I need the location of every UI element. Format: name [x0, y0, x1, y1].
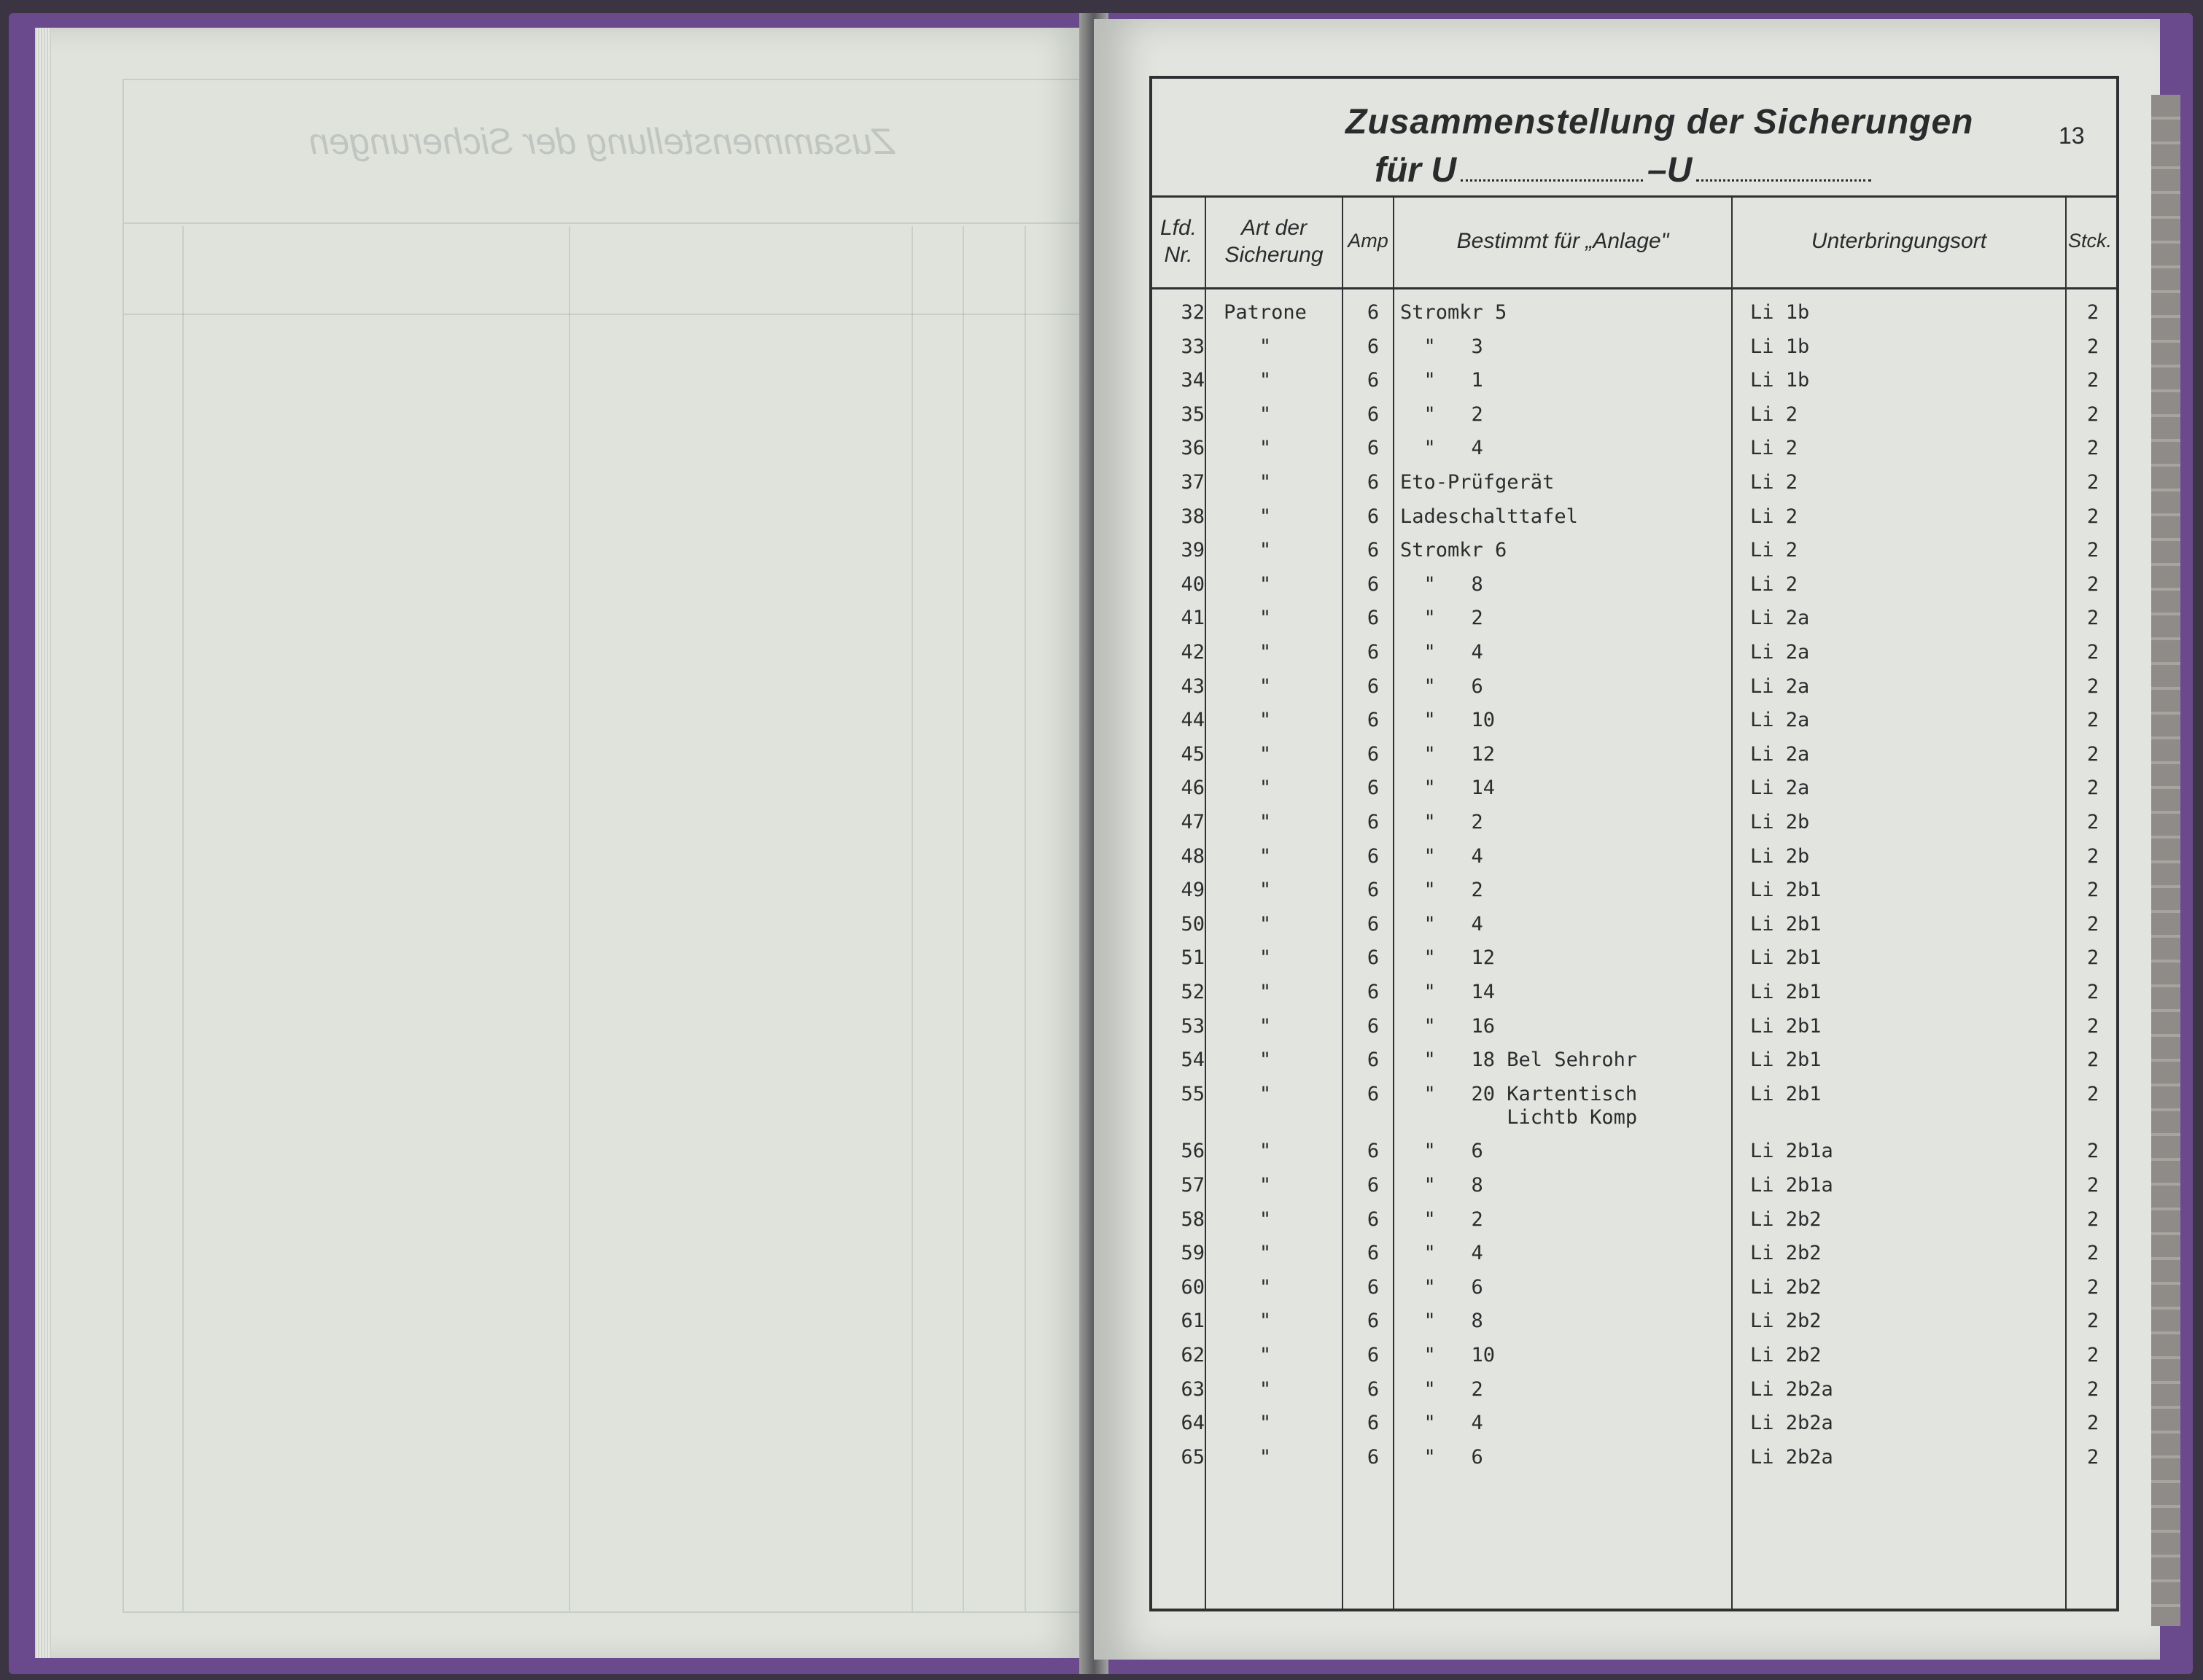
- row-stck: 2: [2086, 879, 2099, 902]
- row-nr: 37: [1181, 471, 1205, 494]
- row-stck: 2: [2086, 1082, 2099, 1105]
- row-stck: 2: [2086, 844, 2099, 868]
- table-row: [1152, 845, 2116, 879]
- row-ort: Li 2b2: [1750, 1242, 1822, 1265]
- row-amp: 6: [1367, 607, 1380, 630]
- row-anlage: " 10: [1400, 1344, 1496, 1366]
- row-art: ": [1259, 539, 1272, 562]
- row-art: ": [1259, 1377, 1272, 1401]
- row-anlage: Eto-Prüfgerät: [1400, 471, 1555, 494]
- table-row: [1152, 641, 2116, 674]
- row-art: ": [1259, 335, 1272, 358]
- row-art: ": [1259, 1049, 1272, 1072]
- table-row: [1152, 1049, 2116, 1082]
- row-amp: 6: [1367, 301, 1380, 324]
- row-nr: 48: [1181, 844, 1205, 868]
- row-anlage: Stromkr 5: [1400, 301, 1507, 324]
- row-stck: 2: [2086, 1412, 2099, 1435]
- row-anlage: " 3: [1400, 335, 1483, 358]
- row-ort: Li 2b: [1750, 844, 1810, 868]
- row-anlage: " 2: [1400, 402, 1483, 426]
- row-nr: 40: [1181, 572, 1205, 596]
- table-row: [1152, 335, 2116, 369]
- row-amp: 6: [1367, 811, 1380, 833]
- page-edges: [35, 28, 51, 1658]
- row-amp: 6: [1367, 402, 1380, 426]
- row-amp: 6: [1367, 471, 1380, 494]
- row-stck: 2: [2086, 1242, 2099, 1265]
- row-amp: 6: [1367, 437, 1380, 460]
- row-art: ": [1259, 981, 1272, 1003]
- ghost-vline: [569, 226, 570, 1611]
- row-nr: 62: [1181, 1344, 1205, 1366]
- row-ort: Li 2b2: [1750, 1208, 1822, 1231]
- table-row: [1152, 539, 2116, 572]
- row-nr: 56: [1181, 1140, 1205, 1163]
- row-anlage: " 4: [1400, 1242, 1483, 1265]
- left-page-bleedthrough: [35, 28, 1085, 1658]
- header-ort: Unterbringungsort: [1811, 229, 1987, 254]
- row-art: ": [1259, 1344, 1272, 1366]
- row-art: ": [1259, 946, 1272, 970]
- row-ort: Li 2b: [1750, 811, 1810, 833]
- row-stck: 2: [2086, 572, 2099, 596]
- row-amp: 6: [1367, 1275, 1380, 1299]
- row-anlage: Stromkr 6: [1400, 539, 1507, 562]
- page-number: 13: [2059, 122, 2085, 149]
- row-anlage: " 14: [1400, 777, 1496, 800]
- row-amp: 6: [1367, 912, 1380, 936]
- row-nr: 50: [1181, 912, 1205, 936]
- row-amp: 6: [1367, 1140, 1380, 1163]
- row-amp: 6: [1367, 777, 1380, 800]
- row-art: ": [1259, 607, 1272, 630]
- row-amp: 6: [1367, 1174, 1380, 1197]
- row-anlage: " 18 Bel Sehrohr: [1400, 1049, 1638, 1072]
- row-amp: 6: [1367, 641, 1380, 664]
- row-art: ": [1259, 471, 1272, 494]
- row-stck: 2: [2086, 1174, 2099, 1197]
- table-row: [1152, 471, 2116, 505]
- row-nr: 51: [1181, 946, 1205, 970]
- row-amp: 6: [1367, 742, 1380, 766]
- ghost-vline: [963, 226, 964, 1611]
- row-ort: Li 2b2: [1750, 1310, 1822, 1333]
- row-art: ": [1259, 811, 1272, 833]
- table-row: [1152, 946, 2116, 980]
- row-ort: Li 2: [1750, 572, 1798, 596]
- row-stck: 2: [2086, 1208, 2099, 1231]
- row-nr: 35: [1181, 402, 1205, 426]
- row-stck: 2: [2086, 301, 2099, 324]
- row-art: ": [1259, 1445, 1272, 1469]
- row-stck: 2: [2086, 437, 2099, 460]
- row-art: ": [1259, 1082, 1272, 1105]
- row-nr: 53: [1181, 1014, 1205, 1038]
- row-ort: Li 2b1: [1750, 1049, 1822, 1072]
- row-nr: 49: [1181, 879, 1205, 902]
- table-row: [1152, 1242, 2116, 1275]
- row-anlage: " 10: [1400, 709, 1496, 732]
- table-row: [1152, 1412, 2116, 1445]
- row-anlage: " 8: [1400, 572, 1483, 596]
- row-anlage: " 4: [1400, 1412, 1483, 1435]
- row-ort: Li 1b: [1750, 369, 1810, 392]
- row-anlage: " 6: [1400, 1140, 1483, 1163]
- row-art: ": [1259, 369, 1272, 392]
- subtitle-prefix: für U: [1375, 151, 1456, 190]
- ghost-rule: [124, 314, 1079, 315]
- table-row: [1152, 1082, 2116, 1129]
- row-stck: 2: [2086, 912, 2099, 936]
- row-nr: 34: [1181, 369, 1205, 392]
- row-art: ": [1259, 437, 1272, 460]
- row-ort: Li 2a: [1750, 607, 1810, 630]
- header-stck: Stck.: [2067, 230, 2112, 252]
- table-row: [1152, 1015, 2116, 1049]
- row-amp: 6: [1367, 674, 1380, 698]
- row-art: ": [1259, 742, 1272, 766]
- row-anlage: " 6: [1400, 674, 1483, 698]
- row-art: ": [1259, 1014, 1272, 1038]
- ghost-vline: [182, 226, 184, 1611]
- row-nr: 44: [1181, 709, 1205, 732]
- row-art: ": [1259, 1310, 1272, 1333]
- row-stck: 2: [2086, 369, 2099, 392]
- row-art: ": [1259, 1412, 1272, 1435]
- row-amp: 6: [1367, 1242, 1380, 1265]
- row-nr: 43: [1181, 674, 1205, 698]
- table-row: [1152, 1378, 2116, 1412]
- row-ort: Li 2: [1750, 505, 1798, 528]
- row-amp: 6: [1367, 1377, 1380, 1401]
- row-art: ": [1259, 844, 1272, 868]
- row-stck: 2: [2086, 742, 2099, 766]
- row-stck: 2: [2086, 777, 2099, 800]
- row-amp: 6: [1367, 335, 1380, 358]
- header-anlage: Bestimmt für „Anlage": [1456, 229, 1669, 254]
- row-nr: 52: [1181, 981, 1205, 1003]
- row-amp: 6: [1367, 1082, 1380, 1105]
- row-ort: Li 2a: [1750, 674, 1810, 698]
- row-stck: 2: [2086, 505, 2099, 528]
- row-amp: 6: [1367, 879, 1380, 902]
- row-art: ": [1259, 1140, 1272, 1163]
- row-anlage: " 4: [1400, 844, 1483, 868]
- row-nr: 63: [1181, 1377, 1205, 1401]
- row-art: ": [1259, 572, 1272, 596]
- row-anlage: " 2: [1400, 1377, 1483, 1401]
- row-anlage: " 2: [1400, 1208, 1483, 1231]
- row-nr: 38: [1181, 505, 1205, 528]
- row-nr: 46: [1181, 777, 1205, 800]
- row-anlage: " 12: [1400, 946, 1496, 970]
- row-ort: Li 2b1: [1750, 946, 1822, 970]
- row-ort: Li 2b1: [1750, 912, 1822, 936]
- row-ort: Li 2: [1750, 402, 1798, 426]
- row-art: Patrone: [1224, 301, 1307, 324]
- row-nr: 39: [1181, 539, 1205, 562]
- table-row: [1152, 709, 2116, 742]
- subtitle-separator: –U: [1647, 151, 1693, 190]
- row-stck: 2: [2086, 1275, 2099, 1299]
- row-anlage: " 8: [1400, 1310, 1483, 1333]
- row-nr: 47: [1181, 811, 1205, 833]
- row-ort: Li 2b1a: [1750, 1174, 1833, 1197]
- row-stck: 2: [2086, 674, 2099, 698]
- row-nr: 61: [1181, 1310, 1205, 1333]
- row-nr: 58: [1181, 1208, 1205, 1231]
- row-art: ": [1259, 674, 1272, 698]
- table-row: [1152, 675, 2116, 709]
- row-stck: 2: [2086, 1014, 2099, 1038]
- row-ort: Li 2b2a: [1750, 1377, 1833, 1401]
- row-art: ": [1259, 1242, 1272, 1265]
- table-row: [1152, 505, 2116, 539]
- table-row: [1152, 1276, 2116, 1310]
- form-title: Zusammenstellung der Sicherungen: [1345, 103, 1974, 141]
- row-nr: 64: [1181, 1412, 1205, 1435]
- row-stck: 2: [2086, 471, 2099, 494]
- row-ort: Li 2a: [1750, 709, 1810, 732]
- row-anlage: " 2: [1400, 879, 1483, 902]
- row-nr: 65: [1181, 1445, 1205, 1469]
- row-ort: Li 2b1: [1750, 981, 1822, 1003]
- row-nr: 57: [1181, 1174, 1205, 1197]
- row-ort: Li 2a: [1750, 742, 1810, 766]
- row-stck: 2: [2086, 607, 2099, 630]
- table-row: [1152, 437, 2116, 470]
- row-amp: 6: [1367, 844, 1380, 868]
- row-ort: Li 2a: [1750, 777, 1810, 800]
- row-nr: 32: [1181, 301, 1205, 324]
- row-ort: Li 2b2: [1750, 1344, 1822, 1366]
- row-anlage: " 14: [1400, 981, 1496, 1003]
- row-art: ": [1259, 1275, 1272, 1299]
- form-title-block: [1152, 79, 2116, 198]
- row-ort: Li 2: [1750, 471, 1798, 494]
- row-anlage: " 16: [1400, 1014, 1496, 1038]
- row-stck: 2: [2086, 709, 2099, 732]
- ghost-title: Zusammenstellung der Sicherungen: [308, 121, 895, 162]
- row-stck: 2: [2086, 1445, 2099, 1469]
- table-row: [1152, 1208, 2116, 1242]
- row-ort: Li 2b2: [1750, 1275, 1822, 1299]
- row-ort: Li 2: [1750, 437, 1798, 460]
- table-row: [1152, 1174, 2116, 1208]
- row-amp: 6: [1367, 1412, 1380, 1435]
- table-row: [1152, 879, 2116, 912]
- row-ort: Li 1b: [1750, 335, 1810, 358]
- row-anlage: " 20 Kartentisch: [1400, 1082, 1638, 1105]
- row-nr: 60: [1181, 1275, 1205, 1299]
- table-row: [1152, 369, 2116, 402]
- row-stck: 2: [2086, 946, 2099, 970]
- row-amp: 6: [1367, 1445, 1380, 1469]
- row-ort: Li 1b: [1750, 301, 1810, 324]
- row-amp: 6: [1367, 539, 1380, 562]
- row-stck: 2: [2086, 811, 2099, 833]
- row-art: ": [1259, 505, 1272, 528]
- row-stck: 2: [2086, 335, 2099, 358]
- ghost-vline: [1025, 226, 1026, 1611]
- ghost-vline: [912, 226, 913, 1611]
- row-amp: 6: [1367, 369, 1380, 392]
- page-tabs-edge: [2151, 95, 2180, 1626]
- row-ort: Li 2b2a: [1750, 1412, 1833, 1435]
- row-nr: 54: [1181, 1049, 1205, 1072]
- table-row: [1152, 981, 2116, 1014]
- row-amp: 6: [1367, 981, 1380, 1003]
- table-row: [1152, 1140, 2116, 1173]
- row-amp: 6: [1367, 709, 1380, 732]
- header-amp: Amp: [1348, 230, 1388, 252]
- row-anlage: " 6: [1400, 1445, 1483, 1469]
- row-nr: 59: [1181, 1242, 1205, 1265]
- row-amp: 6: [1367, 1344, 1380, 1366]
- row-anlage: " 2: [1400, 811, 1483, 833]
- row-amp: 6: [1367, 505, 1380, 528]
- ghost-rule: [124, 222, 1079, 224]
- table-row: [1152, 811, 2116, 844]
- row-ort: Li 2: [1750, 539, 1798, 562]
- row-anlage: " 12: [1400, 742, 1496, 766]
- table-row: [1152, 573, 2116, 607]
- row-art: ": [1259, 879, 1272, 902]
- fuse-list-form: [1149, 76, 2119, 1611]
- row-nr: 41: [1181, 607, 1205, 630]
- row-nr: 33: [1181, 335, 1205, 358]
- row-stck: 2: [2086, 539, 2099, 562]
- ghost-form: [123, 79, 1081, 1613]
- row-nr: 55: [1181, 1082, 1205, 1105]
- row-amp: 6: [1367, 946, 1380, 970]
- row-ort: Li 2b1: [1750, 879, 1822, 902]
- row-stck: 2: [2086, 402, 2099, 426]
- row-amp: 6: [1367, 1208, 1380, 1231]
- row-amp: 6: [1367, 1049, 1380, 1072]
- row-amp: 6: [1367, 1310, 1380, 1333]
- table-row: [1152, 1310, 2116, 1343]
- row-anlage: " 6: [1400, 1275, 1483, 1299]
- table-row: [1152, 607, 2116, 640]
- table-row: [1152, 403, 2116, 437]
- row-ort: Li 2b1: [1750, 1082, 1822, 1105]
- row-ort: Li 2b1a: [1750, 1140, 1833, 1163]
- row-anlage: " 8: [1400, 1174, 1483, 1197]
- row-art: ": [1259, 777, 1272, 800]
- form-subtitle: [1375, 150, 1876, 190]
- row-nr: 36: [1181, 437, 1205, 460]
- table-row: [1152, 743, 2116, 777]
- row-ort: Li 2b2a: [1750, 1445, 1833, 1469]
- table-row: [1152, 1344, 2116, 1377]
- table-row: [1152, 913, 2116, 946]
- row-stck: 2: [2086, 1049, 2099, 1072]
- row-anlage: " 2: [1400, 607, 1483, 630]
- row-art: ": [1259, 912, 1272, 936]
- header-art: Art der Sicherung: [1224, 215, 1324, 267]
- table-row: [1152, 777, 2116, 810]
- row-anlage-continued: Lichtb Komp: [1400, 1105, 1638, 1129]
- row-stck: 2: [2086, 641, 2099, 664]
- row-anlage: " 4: [1400, 437, 1483, 460]
- row-nr: 42: [1181, 641, 1205, 664]
- row-anlage: " 1: [1400, 369, 1483, 392]
- row-ort: Li 2a: [1750, 641, 1810, 664]
- row-amp: 6: [1367, 1014, 1380, 1038]
- dotted-field: [1696, 158, 1871, 182]
- row-art: ": [1259, 641, 1272, 664]
- row-art: ": [1259, 1208, 1272, 1231]
- row-stck: 2: [2086, 1377, 2099, 1401]
- row-art: ": [1259, 709, 1272, 732]
- row-anlage: " 4: [1400, 641, 1483, 664]
- header-nr: Lfd. Nr.: [1159, 215, 1197, 267]
- row-stck: 2: [2086, 1310, 2099, 1333]
- row-art: ": [1259, 402, 1272, 426]
- row-amp: 6: [1367, 572, 1380, 596]
- header-rule: [1152, 287, 2116, 289]
- dotted-field: [1461, 158, 1643, 182]
- row-art: ": [1259, 1174, 1272, 1197]
- row-anlage: Ladeschalttafel: [1400, 505, 1578, 528]
- row-stck: 2: [2086, 1344, 2099, 1366]
- row-stck: 2: [2086, 1140, 2099, 1163]
- row-stck: 2: [2086, 981, 2099, 1003]
- row-anlage: " 4: [1400, 912, 1483, 936]
- table-row: [1152, 301, 2116, 335]
- row-ort: Li 2b1: [1750, 1014, 1822, 1038]
- row-nr: 45: [1181, 742, 1205, 766]
- table-row: [1152, 1446, 2116, 1479]
